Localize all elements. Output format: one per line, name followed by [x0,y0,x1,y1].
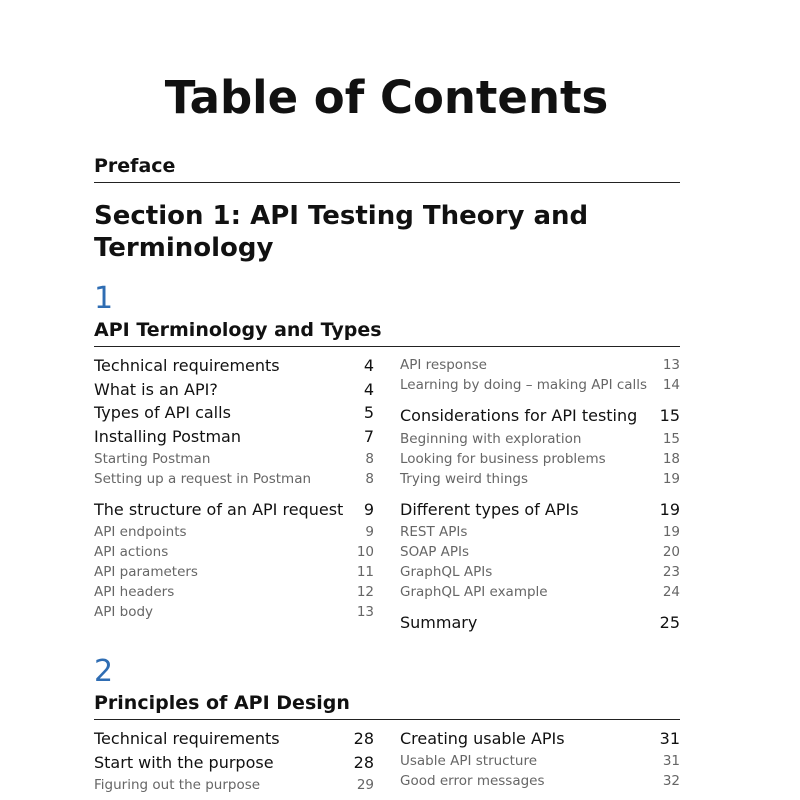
toc-entry-label: API body [94,604,154,620]
toc-entry-label: Technical requirements [94,729,280,748]
toc-entry[interactable] [94,500,374,520]
toc-entry[interactable] [94,584,374,601]
toc-page-number: 13 [662,357,680,373]
toc-entry[interactable] [400,729,680,749]
toc-entry-label: Start with the purpose [94,753,274,772]
toc-entry[interactable] [400,544,680,561]
toc-entry-label: GraphQL APIs [400,564,493,580]
section-heading: Section 1: API Testing Theory and Terminology [94,201,589,263]
toc-page-number: 31 [662,753,680,769]
toc-page-number: 25 [659,613,680,632]
toc-entry[interactable] [400,773,680,790]
toc-entry[interactable] [400,564,680,581]
toc-entry[interactable] [400,406,680,426]
chapter-title: API Terminology and Types [94,319,680,347]
toc-page-number: 7 [363,427,374,446]
toc-entry[interactable] [400,500,680,520]
chapter-title: Principles of API Design [94,692,680,720]
toc-entry-label: API endpoints [94,524,187,540]
toc-entry-label: Creating usable APIs [400,729,565,748]
toc-entry[interactable] [94,356,374,376]
toc-page-number: 31 [659,729,680,748]
toc-entry-label: GraphQL API example [400,584,548,600]
toc-entry-label: API headers [94,584,175,600]
toc-page-number: 19 [662,524,680,540]
toc-entry[interactable] [94,564,374,581]
toc-entry-label: Usable API structure [400,753,538,769]
toc-entry[interactable] [400,584,680,601]
toc-page-number: 23 [662,564,680,580]
toc-entry[interactable] [94,403,374,423]
toc-entry[interactable] [94,471,374,488]
toc-entry[interactable] [94,729,374,749]
toc-page-number: 5 [363,403,374,422]
toc-page-number: 10 [356,544,374,560]
toc-entry[interactable] [94,380,374,400]
toc-page-number: 15 [659,406,680,425]
toc-page-number: 4 [363,380,374,399]
toc-entry[interactable] [400,451,680,468]
toc-entry-label: Installing Postman [94,427,241,446]
toc-page-number: 9 [365,524,374,540]
preface-heading: Preface [94,155,680,183]
toc-entry-label: API response [400,357,487,373]
chapter-number: 2 [94,654,114,689]
toc-entry[interactable] [94,524,374,541]
toc-page-number: 13 [356,604,374,620]
toc-entry-label: API parameters [94,564,198,580]
toc-page-number: 4 [363,356,374,375]
toc-page-number: 29 [356,777,374,793]
toc-entry-label: Considerations for API testing [400,406,638,425]
toc-entry-label: Figuring out the purpose [94,777,261,793]
toc-entry-label: Learning by doing – making API calls [400,377,648,393]
toc-entry[interactable] [94,604,374,621]
toc-entry-label: Summary [400,613,478,632]
toc-entry[interactable] [94,427,374,447]
toc-entry[interactable] [94,544,374,561]
toc-page-number: 14 [662,377,680,393]
toc-entry-label: API actions [94,544,169,560]
toc-entry-label: Good error messages [400,773,545,789]
toc-entry-label: What is an API? [94,380,218,399]
toc-page-number: 32 [662,773,680,789]
toc-entry-label: REST APIs [400,524,468,540]
toc-page-number: 8 [365,471,374,487]
toc-page-number: 20 [662,544,680,560]
toc-entry[interactable] [400,357,680,374]
toc-entry[interactable] [400,524,680,541]
toc-page-number: 19 [662,471,680,487]
page-title: Table of Contents [164,71,609,124]
toc-entry-label: Looking for business problems [400,451,606,467]
toc-page-number: 19 [659,500,680,519]
chapter-number: 1 [94,281,114,316]
toc-entry-label: SOAP APIs [400,544,470,560]
toc-entry-label: Trying weird things [400,471,528,487]
toc-page-number: 28 [353,729,374,748]
toc-entry-label: Beginning with exploration [400,431,582,447]
toc-entry[interactable] [94,777,374,794]
toc-entry[interactable] [400,377,680,394]
toc-entry[interactable] [94,451,374,468]
toc-entry-label: Starting Postman [94,451,211,467]
toc-page-number: 18 [662,451,680,467]
toc-page-number: 9 [363,500,374,519]
toc-page-number: 28 [353,753,374,772]
toc-page-number: 12 [356,584,374,600]
toc-page-number: 11 [356,564,374,580]
toc-entry[interactable] [400,753,680,770]
toc-entry-label: The structure of an API request [94,500,344,519]
toc-entry[interactable] [400,471,680,488]
toc-entry-label: Types of API calls [94,403,231,422]
toc-page-number: 15 [662,431,680,447]
toc-entry[interactable] [400,431,680,448]
toc-page-number: 8 [365,451,374,467]
toc-page-number: 24 [662,584,680,600]
toc-entry-label: Technical requirements [94,356,280,375]
toc-entry[interactable] [94,753,374,773]
toc-entry-label: Different types of APIs [400,500,579,519]
toc-entry[interactable] [400,613,680,633]
toc-entry-label: Setting up a request in Postman [94,471,312,487]
